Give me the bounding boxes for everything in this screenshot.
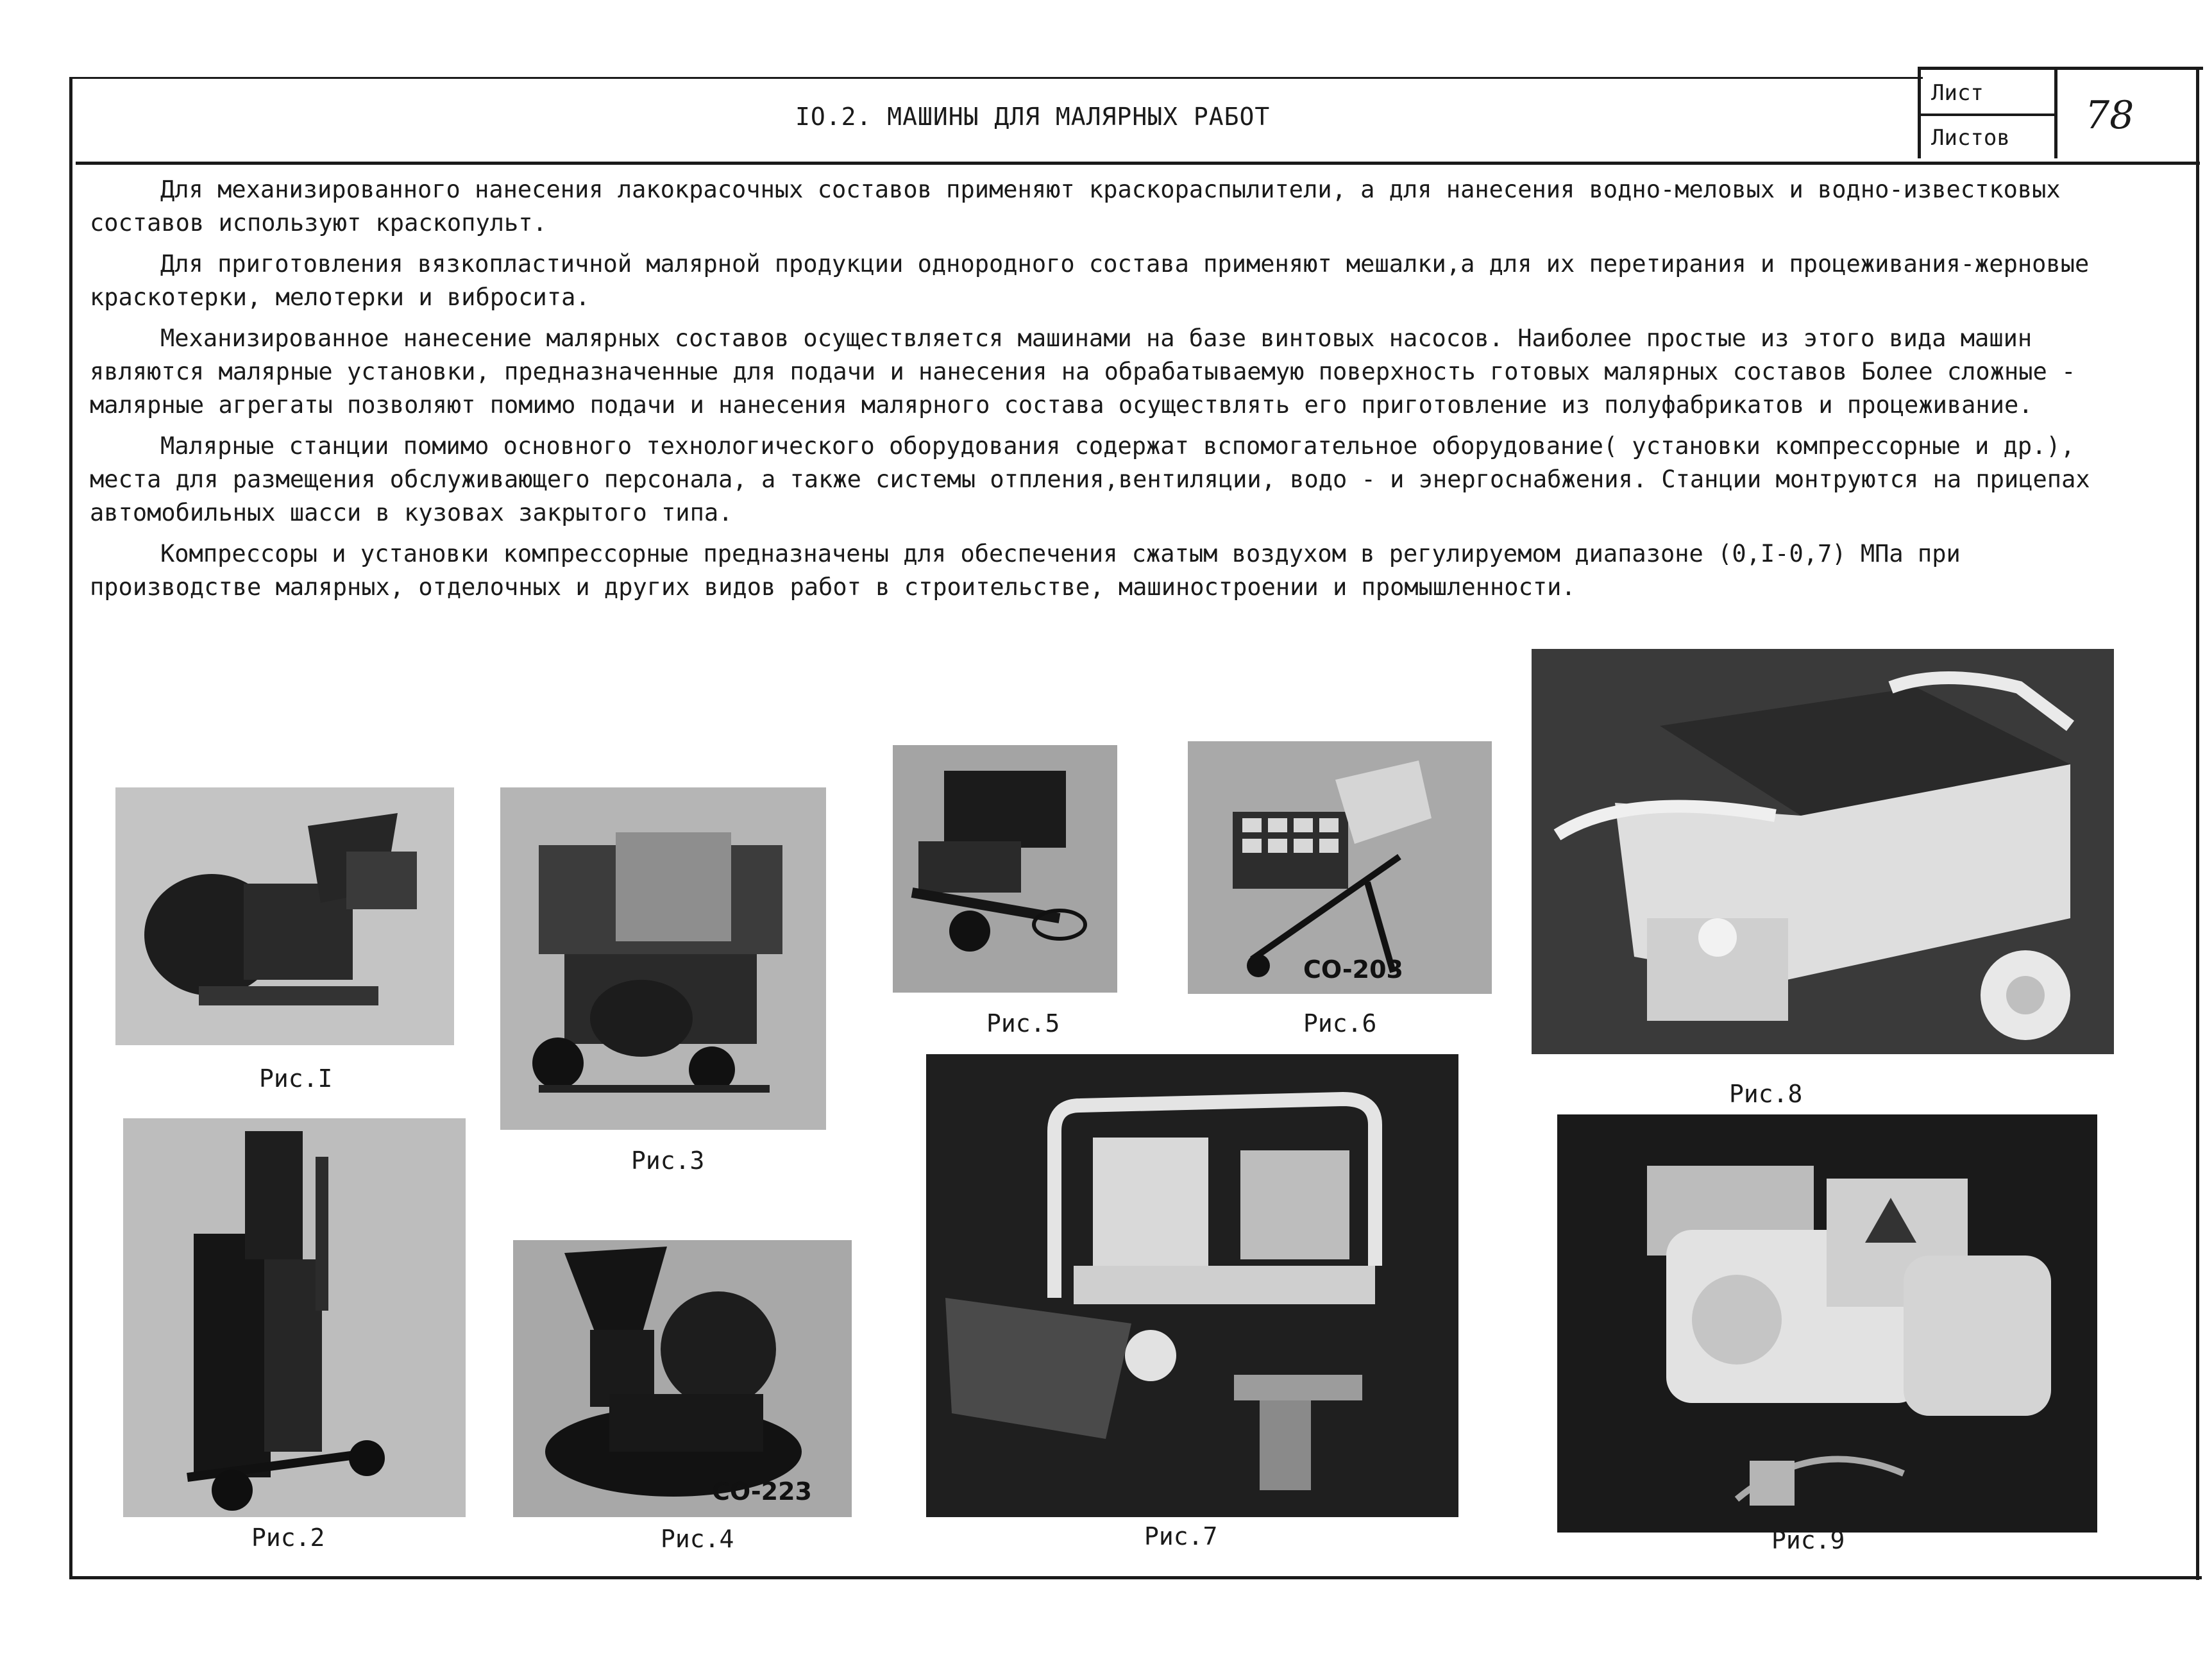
figure-3-photo bbox=[500, 787, 826, 1130]
figure-5-caption: Рис.5 bbox=[986, 1009, 1060, 1037]
page-title: IO.2. МАШИНЫ ДЛЯ МАЛЯРНЫХ РАБОТ bbox=[795, 103, 1271, 131]
stamp-horizontal-divider bbox=[1921, 113, 2054, 116]
figure-4-caption: Рис.4 bbox=[661, 1525, 734, 1553]
sheet-number: 78 bbox=[2085, 93, 2134, 138]
figure-4-model-label: CO-223 bbox=[712, 1477, 812, 1506]
stamp-sheet-label: Лист bbox=[1931, 80, 1984, 106]
figure-6-caption: Рис.6 bbox=[1303, 1009, 1377, 1037]
figure-2-photo bbox=[123, 1118, 466, 1517]
figure-9-photo bbox=[1557, 1114, 2097, 1533]
figure-1-caption: Рис.I bbox=[259, 1064, 333, 1093]
figure-8-caption: Рис.8 bbox=[1729, 1080, 1803, 1108]
paragraph: Механизированное нанесение малярных составов осуществляется машинами на базе винтовых насосов. Наиболее простые из этого вида машин являются малярные установки, предназначенные для подачи и нанесения на обрабатываемую поверхность готовых малярных составов Более сложные - малярные агрегаты позволяют помимо подачи и нанесения малярного состава осуществлять его приготовление из полуфабрикатов и процеживание. bbox=[90, 324, 2076, 419]
figure-7-photo bbox=[926, 1054, 1458, 1517]
header-divider bbox=[76, 162, 2200, 165]
stamp-vertical-divider bbox=[2054, 70, 2057, 158]
figure-2-caption: Рис.2 bbox=[251, 1524, 325, 1552]
paragraph: Компрессоры и установки компрессорные предназначены для обеспечения сжатым воздухом в регулируемом диапазоне (0,I-0,7) МПа при производстве малярных, отделочных и других видов работ в строительстве, машиностроении и промышленности. bbox=[90, 540, 1961, 601]
frame-top-line bbox=[69, 77, 1923, 79]
frame-bottom-line bbox=[69, 1576, 2202, 1579]
paragraph: Для механизированного нанесения лакокрасочных составов применяют краскораспылители, а для нанесения водно-меловых и водно-известковых составов используют краскопульт. bbox=[90, 176, 2061, 237]
frame-right-line bbox=[2196, 67, 2199, 1580]
figure-3-caption: Рис.3 bbox=[631, 1147, 705, 1175]
stamp-sheets-label: Листов bbox=[1931, 125, 2010, 151]
figure-5-photo bbox=[893, 745, 1117, 993]
figure-9-caption: Рис.9 bbox=[1771, 1526, 1845, 1554]
figure-6-photo bbox=[1188, 741, 1492, 994]
paragraph: Для приготовления вязкопластичной малярной продукции однородного состава применяют мешалки,а для их перетирания и процеживания-жерновые краскотерки, мелотерки и вибросита. bbox=[90, 250, 2090, 311]
figure-8-photo bbox=[1532, 649, 2114, 1054]
title-block-stamp bbox=[1918, 67, 2203, 158]
figure-4-photo bbox=[513, 1240, 852, 1517]
frame-left-line bbox=[69, 78, 72, 1579]
figure-7-caption: Рис.7 bbox=[1144, 1522, 1218, 1550]
figure-1-photo bbox=[115, 787, 454, 1045]
body-text bbox=[90, 173, 2129, 612]
paragraph: Малярные станции помимо основного технологического оборудования содержат вспомогательное оборудование( установки компрессорные и др.), места для размещения обслуживающего персонала, а также системы отпления,вентиляции, водо - и энергоснабжения. Станции монтруются на прицепах автомобильных шасси в кузовах закрытого типа. bbox=[90, 432, 2090, 526]
figure-6-model-label: CO-203 bbox=[1303, 955, 1403, 984]
